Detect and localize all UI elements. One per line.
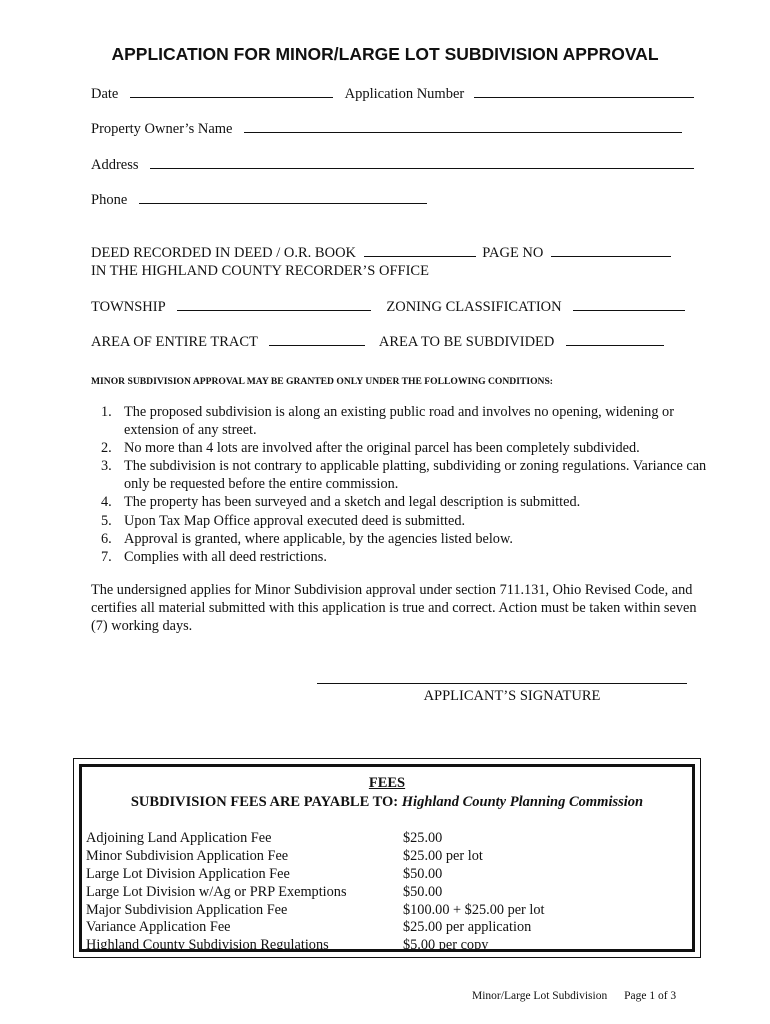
condition-number: 2.	[101, 440, 112, 457]
address-label: Address	[91, 157, 139, 173]
signature-label: APPLICANT’S SIGNATURE	[423, 688, 601, 704]
list-item	[91, 512, 711, 530]
fee-amount: $25.00 per lot	[403, 847, 483, 864]
table-row	[86, 866, 686, 884]
list-item	[91, 548, 711, 566]
condition-number: 6.	[101, 530, 112, 547]
fees-payable-label: SUBDIVISION FEES ARE PAYABLE TO:	[130, 794, 399, 810]
fee-name: Major Subdivision Application Fee	[86, 901, 288, 918]
township-field[interactable]	[177, 297, 371, 311]
fees-payable	[82, 794, 692, 811]
condition-text: The proposed subdivision is along an existing public road and involves no opening, widening or extension of any street.	[124, 404, 674, 439]
application-number-label: Application Number	[344, 86, 465, 102]
fees-payable-to: Highland County Planning Commission	[401, 794, 644, 810]
condition-number: 4.	[101, 494, 112, 511]
list-item	[91, 457, 711, 493]
condition-number: 3.	[101, 458, 112, 475]
area-row	[91, 332, 664, 351]
phone-field[interactable]	[139, 190, 427, 204]
area-subdivided-label: AREA TO BE SUBDIVIDED	[378, 334, 555, 350]
area-tract-label: AREA OF ENTIRE TRACT	[91, 334, 258, 350]
deed-label: DEED RECORDED IN DEED / O.R. BOOK	[91, 245, 357, 261]
address-field[interactable]	[150, 155, 694, 169]
condition-number: 1.	[101, 404, 112, 420]
list-item	[91, 439, 711, 457]
date-field[interactable]	[130, 84, 333, 98]
signature-line[interactable]	[317, 683, 687, 684]
fee-name: Adjoining Land Application Fee	[86, 830, 272, 846]
area-subdivided-field[interactable]	[566, 332, 664, 346]
recorder-office: IN THE HIGHLAND COUNTY RECORDER’S OFFICE	[91, 263, 429, 279]
fee-name: Highland County Subdivision Regulations	[86, 937, 329, 954]
fee-amount: $50.00	[403, 865, 443, 882]
address-row	[91, 155, 694, 174]
certification-statement: The undersigned applies for Minor Subdivision approval under section 711.131, Ohio Revised Code, and certifies all material submitted with this application is true and correct. Action must be taken within seven (7) working days.	[91, 582, 697, 635]
phone-label: Phone	[91, 192, 128, 208]
zoning-field[interactable]	[573, 297, 685, 311]
date-row	[91, 84, 694, 103]
condition-number: 7.	[101, 548, 112, 565]
fee-amount: $25.00 per application	[403, 919, 532, 936]
condition-text: Approval is granted, where applicable, by the agencies listed below.	[124, 530, 513, 547]
fees-box	[73, 758, 701, 958]
fee-name: Variance Application Fee	[86, 919, 231, 936]
list-item	[91, 530, 711, 548]
table-row	[86, 830, 686, 848]
owner-row	[91, 119, 682, 138]
condition-text: Upon Tax Map Office approval executed deed is submitted.	[124, 512, 466, 529]
fees-box-inner	[79, 764, 695, 952]
fees-heading: FEES	[368, 775, 406, 791]
fee-name: Minor Subdivision Application Fee	[86, 847, 289, 864]
table-row	[86, 919, 686, 937]
fee-amount: $5.00 per copy	[403, 937, 489, 954]
date-label: Date	[91, 86, 119, 102]
zoning-label: ZONING CLASSIFICATION	[386, 299, 562, 315]
area-tract-field[interactable]	[269, 332, 365, 346]
fee-name: Large Lot Division Application Fee	[86, 865, 290, 882]
fee-amount: $25.00	[403, 830, 443, 846]
table-row	[86, 902, 686, 920]
footer-doc-name: Minor/Large Lot Subdivision	[472, 990, 608, 1002]
deed-row	[91, 243, 671, 262]
deed-book-field[interactable]	[364, 243, 476, 257]
township-row	[91, 297, 685, 316]
condition-number: 5.	[101, 512, 112, 529]
fee-amount: $50.00	[403, 883, 443, 900]
fee-name: Large Lot Division w/Ag or PRP Exemptions	[86, 883, 347, 900]
application-number-field[interactable]	[474, 84, 694, 98]
fee-amount: $100.00 + $25.00 per lot	[403, 901, 545, 918]
condition-text: No more than 4 lots are involved after the original parcel has been completely subdivided.	[124, 440, 640, 457]
owner-name-field[interactable]	[244, 119, 682, 133]
township-label: TOWNSHIP	[91, 299, 166, 315]
owner-label: Property Owner’s Name	[91, 121, 233, 137]
fee-table	[86, 830, 686, 955]
list-item	[91, 493, 711, 511]
conditions-heading: MINOR SUBDIVISION APPROVAL MAY BE GRANTED ONLY UNDER THE FOLLOWING CONDITIONS:	[91, 376, 553, 387]
condition-text: Complies with all deed restrictions.	[124, 548, 327, 565]
conditions-list	[91, 403, 711, 566]
footer-page-number: Page 1 of 3	[624, 990, 677, 1002]
table-row	[86, 884, 686, 902]
condition-text: The subdivision is not contrary to applicable platting, subdividing or zoning regulations. Variance can only be requested before the entire commission.	[124, 458, 707, 493]
page-footer	[472, 990, 676, 1002]
table-row	[86, 848, 686, 866]
page-no-label: PAGE NO	[482, 245, 544, 261]
phone-row	[91, 190, 427, 209]
list-item	[91, 403, 711, 439]
condition-text: The property has been surveyed and a sketch and legal description is submitted.	[124, 494, 581, 511]
page-title: APPLICATION FOR MINOR/LARGE LOT SUBDIVISION APPROVAL	[111, 44, 659, 64]
table-row	[86, 937, 686, 955]
page-no-field[interactable]	[551, 243, 671, 257]
